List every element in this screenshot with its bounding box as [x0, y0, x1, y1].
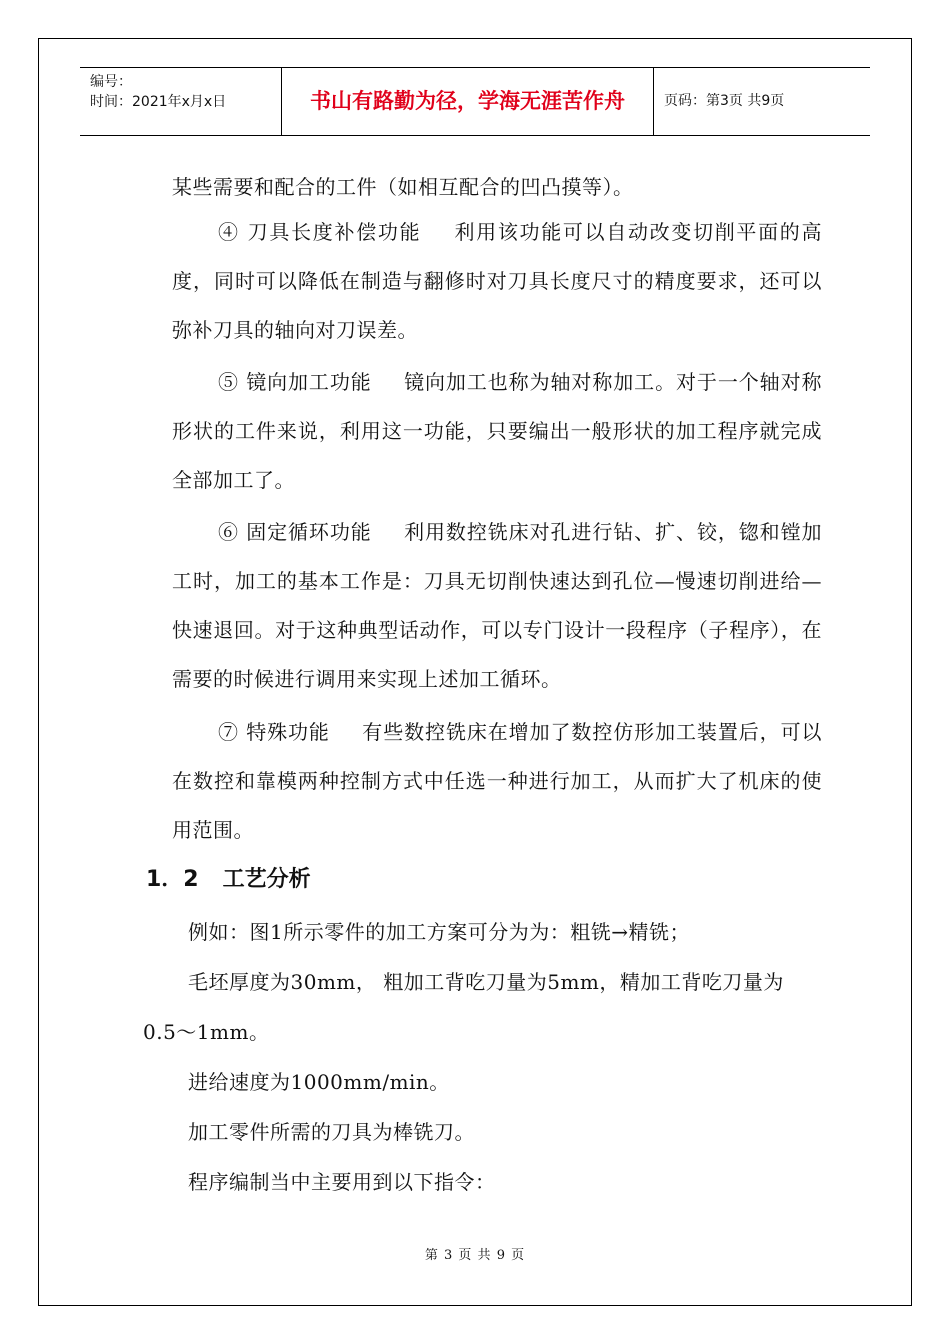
- code-label: 编号：: [90, 74, 132, 90]
- section-number: 1．2: [146, 867, 199, 892]
- analysis-line-5: 加工零件所需的刀具为棒铣刀。: [188, 1120, 475, 1144]
- header-meta: [80, 68, 282, 135]
- paragraph-1: 某些需要和配合的工件（如相互配合的凹凸摸等）。: [172, 175, 634, 199]
- analysis-line-4: 进给速度为1000mm/min。: [188, 1070, 450, 1094]
- analysis-line-6: 程序编制当中主要用到以下指令：: [188, 1170, 496, 1194]
- analysis-line-3: 0.5～1mm。: [143, 1020, 270, 1044]
- paragraph-2: [172, 208, 822, 355]
- analysis-line-2: 毛坯厚度为30mm， 粗加工背吃刀量为5mm，精加工背吃刀量为: [188, 970, 784, 994]
- date-label: 时间：2021年x月x日: [90, 94, 227, 110]
- feature-text-4: 利用该功能可以自动改变切削平面的高度，同时可以降低在制造与翻修时对刀具长度尺寸的精度要求，还可以弥补刀具的轴向对刀误差。: [172, 220, 823, 342]
- feature-text-5: 镜向加工也称为轴对称加工。对于一个轴对称形状的工件来说，利用这一功能，只要编出一般形状的加工程序就完成全部加工了。: [172, 370, 823, 492]
- section-heading: [146, 862, 311, 893]
- header-page-info: 页码：第3页 共9页: [664, 93, 785, 109]
- feature-text-7: 有些数控铣床在增加了数控仿形加工装置后，可以在数控和靠模两种控制方式中任选一种进行加工，从而扩大了机床的使用范围。: [172, 720, 823, 842]
- feature-title-5: ⑤ 镜向加工功能: [218, 370, 372, 394]
- feature-title-7: ⑦ 特殊功能: [218, 720, 330, 744]
- feature-text-6: 利用数控铣床对孔进行钻、扩、铰，锪和镗加工时，加工的基本工作是：刀具无切削快速达到孔位—慢速切削进给—快速退回。对于这种典型话动作，可以专门设计一段程序（子程序），在需要的时候进行调用来实现上述加工循环。: [172, 520, 823, 691]
- feature-title-4: ④ 刀具长度补偿功能: [218, 220, 422, 244]
- paragraph-3: [172, 358, 822, 505]
- paragraph-5: [172, 708, 822, 855]
- page-footer: 第 3 页 共 9 页: [424, 1248, 526, 1263]
- header-motto: 书山有路勤为径，学海无涯苦作舟: [282, 68, 654, 135]
- analysis-line-1: 例如：图1所示零件的加工方案可分为为：粗铣→精铣；: [188, 920, 690, 944]
- paragraph-4: [172, 508, 822, 704]
- page-header: [80, 67, 870, 136]
- section-title: 工艺分析: [222, 867, 311, 892]
- feature-title-6: ⑥ 固定循环功能: [218, 520, 372, 544]
